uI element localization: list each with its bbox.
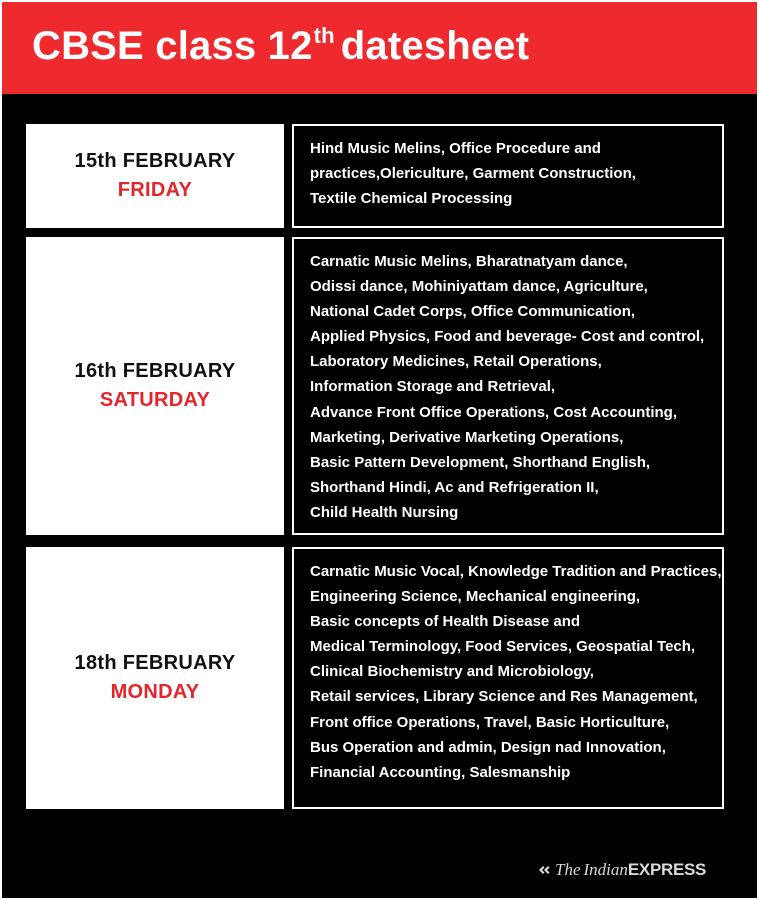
exam-date: 16th FEBRUARY xyxy=(74,360,236,382)
indian-express-logo xyxy=(538,860,706,880)
datesheet-card xyxy=(2,2,757,898)
subject-line: Shorthand Hindi, Ac and Refrigeration II, xyxy=(310,478,599,496)
subject-line: Basic concepts of Health Disease and xyxy=(310,613,581,631)
title-suffix: datesheet xyxy=(340,24,530,68)
subject-line: Information Storage and Retrieval, xyxy=(310,378,556,396)
title-prefix: CBSE class 12 xyxy=(32,24,313,68)
logo-express: EXPRESS xyxy=(627,860,707,879)
exam-day: FRIDAY xyxy=(117,179,193,201)
exam-day: SATURDAY xyxy=(99,389,211,411)
exam-day: MONDAY xyxy=(110,681,200,703)
subjects-cell-18-feb xyxy=(292,547,724,809)
subject-line: Odissi dance, Mohiniyattam dance, Agriculture, xyxy=(310,278,648,296)
subject-line: Retail services, Library Science and Res Management, xyxy=(310,688,698,706)
subject-line: Marketing, Derivative Marketing Operations, xyxy=(310,428,624,446)
subject-line: Financial Accounting, Salesmanship xyxy=(310,763,571,781)
subject-line: Child Health Nursing xyxy=(310,503,459,521)
date-cell-16-feb xyxy=(26,237,284,535)
subject-line: Bus Operation and admin, Design nad Innovation, xyxy=(310,738,666,756)
subject-line: practices,Olericulture, Garment Construction, xyxy=(310,165,636,183)
subject-line: Carnatic Music Vocal, Knowledge Tradition and Practices, xyxy=(310,563,722,580)
header-banner xyxy=(2,2,757,94)
title-superscript: th xyxy=(313,22,335,48)
subjects-cell-15-feb xyxy=(292,124,724,228)
exam-date: 15th FEBRUARY xyxy=(74,150,236,172)
subject-line: Engineering Science, Mechanical engineering, xyxy=(310,588,641,606)
subjects-cell-16-feb xyxy=(292,237,724,535)
date-cell-15-feb xyxy=(26,124,284,228)
subject-line: Basic Pattern Development, Shorthand English, xyxy=(310,453,651,471)
subject-line: Medical Terminology, Food Services, Geospatial Tech, xyxy=(310,638,696,656)
logo-indian: Indian xyxy=(583,860,628,879)
subject-line: Carnatic Music Melins, Bharatnatyam dance, xyxy=(310,253,628,270)
subject-line: Advance Front Office Operations, Cost Accounting, xyxy=(310,403,677,421)
exam-date: 18th FEBRUARY xyxy=(74,652,236,674)
subject-line: Clinical Biochemistry and Microbiology, xyxy=(310,663,594,681)
logo-the: The xyxy=(555,860,581,879)
subject-line: National Cadet Corps, Office Communication, xyxy=(310,303,636,321)
subject-line: Front office Operations, Travel, Basic Horticulture, xyxy=(310,713,670,731)
subject-line: Laboratory Medicines, Retail Operations, xyxy=(310,353,602,371)
date-cell-18-feb xyxy=(26,547,284,809)
page-title xyxy=(32,24,529,69)
indian-express-mark-icon xyxy=(538,863,552,877)
subject-line: Textile Chemical Processing xyxy=(310,190,513,208)
subject-line: Hind Music Melins, Office Procedure and xyxy=(310,140,601,157)
subject-line: Applied Physics, Food and beverage- Cost and control, xyxy=(310,328,705,346)
